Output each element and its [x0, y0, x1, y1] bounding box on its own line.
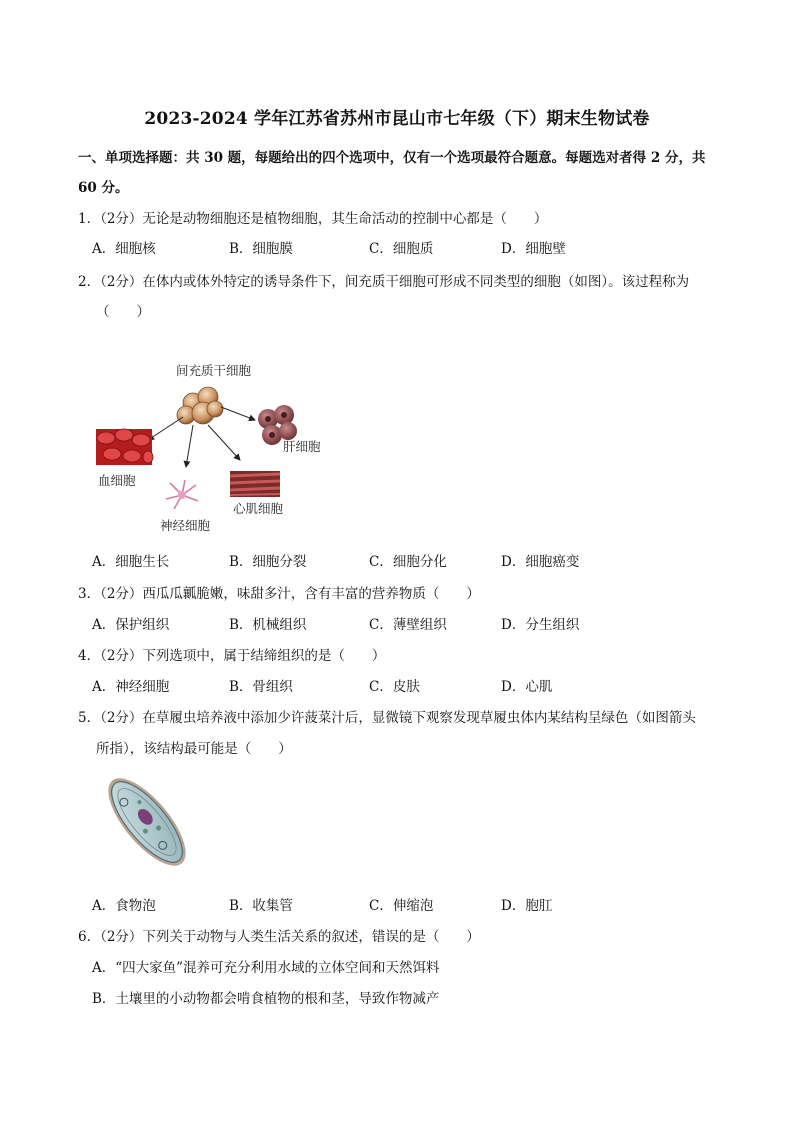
option-c: C．薄壁组织	[369, 617, 447, 633]
question-4-stem: 4．（2分）下列选项中，属于结缔组织的是（ ）	[78, 648, 386, 664]
option-c: C．伸缩泡	[369, 898, 434, 914]
option-c: C．皮肤	[369, 679, 420, 695]
option-a: A．神经细胞	[92, 679, 170, 695]
option-b: B．细胞分裂	[229, 554, 307, 570]
option-a: A．保护组织	[92, 617, 170, 633]
stem-cell-differentiation-figure	[90, 355, 350, 540]
label-nerve-cell: 神经细胞	[160, 518, 211, 533]
question-6-option-b: B．土壤里的小动物都会啃食植物的根和茎，导致作物减产	[92, 991, 440, 1007]
blood-cells-icon	[96, 429, 153, 465]
label-blood-cell: 血细胞	[98, 473, 136, 488]
option-a: A．细胞生长	[92, 554, 170, 570]
option-b: B．机械组织	[229, 617, 307, 633]
question-5-stem-line1: 5．（2分）在草履虫培养液中添加少许菠菜汁后，显微镜下观察发现草履虫体内某结构呈绿色（如图箭头	[78, 710, 696, 726]
option-b: B．收集管	[229, 898, 293, 914]
label-liver-cell: 肝细胞	[283, 439, 321, 454]
option-a: A．细胞核	[92, 241, 156, 257]
label-heart-muscle-cell: 心肌细胞	[233, 501, 284, 516]
page-title: 2023-2024 学年江苏省苏州市昆山市七年级（下）期末生物试卷	[144, 109, 650, 129]
option-c: C．细胞质	[369, 241, 434, 257]
paramecium-figure	[92, 762, 202, 882]
option-b: B．骨组织	[229, 679, 293, 695]
option-c: C．细胞分化	[369, 554, 447, 570]
arrow-to-heart	[208, 425, 240, 460]
section-heading-line1: 一、单项选择题：共 30 题，每题给出的四个选项中，仅有一个选项最符合题意。每题选对者得 2 分，共	[78, 150, 706, 166]
heart-muscle-cells-icon	[230, 471, 280, 497]
paramecium-icon	[95, 766, 198, 877]
option-a: A．食物泡	[92, 898, 156, 914]
option-d: D．胞肛	[501, 898, 553, 914]
arrow-to-liver	[221, 407, 255, 420]
stem-cell-cluster-icon	[177, 387, 223, 424]
option-b: B．细胞膜	[229, 241, 293, 257]
section-heading-line2: 60 分。	[78, 180, 129, 196]
arrow-to-blood	[148, 417, 183, 440]
question-2-stem-line2: （ ）	[96, 304, 150, 320]
option-d: D．细胞壁	[501, 241, 566, 257]
question-6-option-a: A．“四大家鱼”混养可充分利用水域的立体空间和天然饵料	[92, 960, 440, 976]
arrow-to-nerve	[186, 425, 193, 467]
option-d: D．分生组织	[501, 617, 580, 633]
question-1-stem: 1．（2分）无论是动物细胞还是植物细胞，其生命活动的控制中心都是（ ）	[78, 211, 548, 227]
label-stem-cell: 间充质干细胞	[176, 363, 252, 378]
option-d: D．细胞癌变	[501, 554, 580, 570]
question-3-stem: 3．（2分）西瓜瓜瓤脆嫩，味甜多汁，含有丰富的营养物质（ ）	[78, 586, 480, 602]
question-5-stem-line2: 所指），该结构最可能是（ ）	[96, 741, 292, 757]
question-6-stem: 6．（2分）下列关于动物与人类生活关系的叙述，错误的是（ ）	[78, 929, 480, 945]
option-d: D．心肌	[501, 679, 553, 695]
nerve-cell-icon	[166, 480, 198, 509]
question-2-stem-line1: 2．（2分）在体内或体外特定的诱导条件下，间充质干细胞可形成不同类型的细胞（如图）。该过程称为	[78, 274, 690, 290]
